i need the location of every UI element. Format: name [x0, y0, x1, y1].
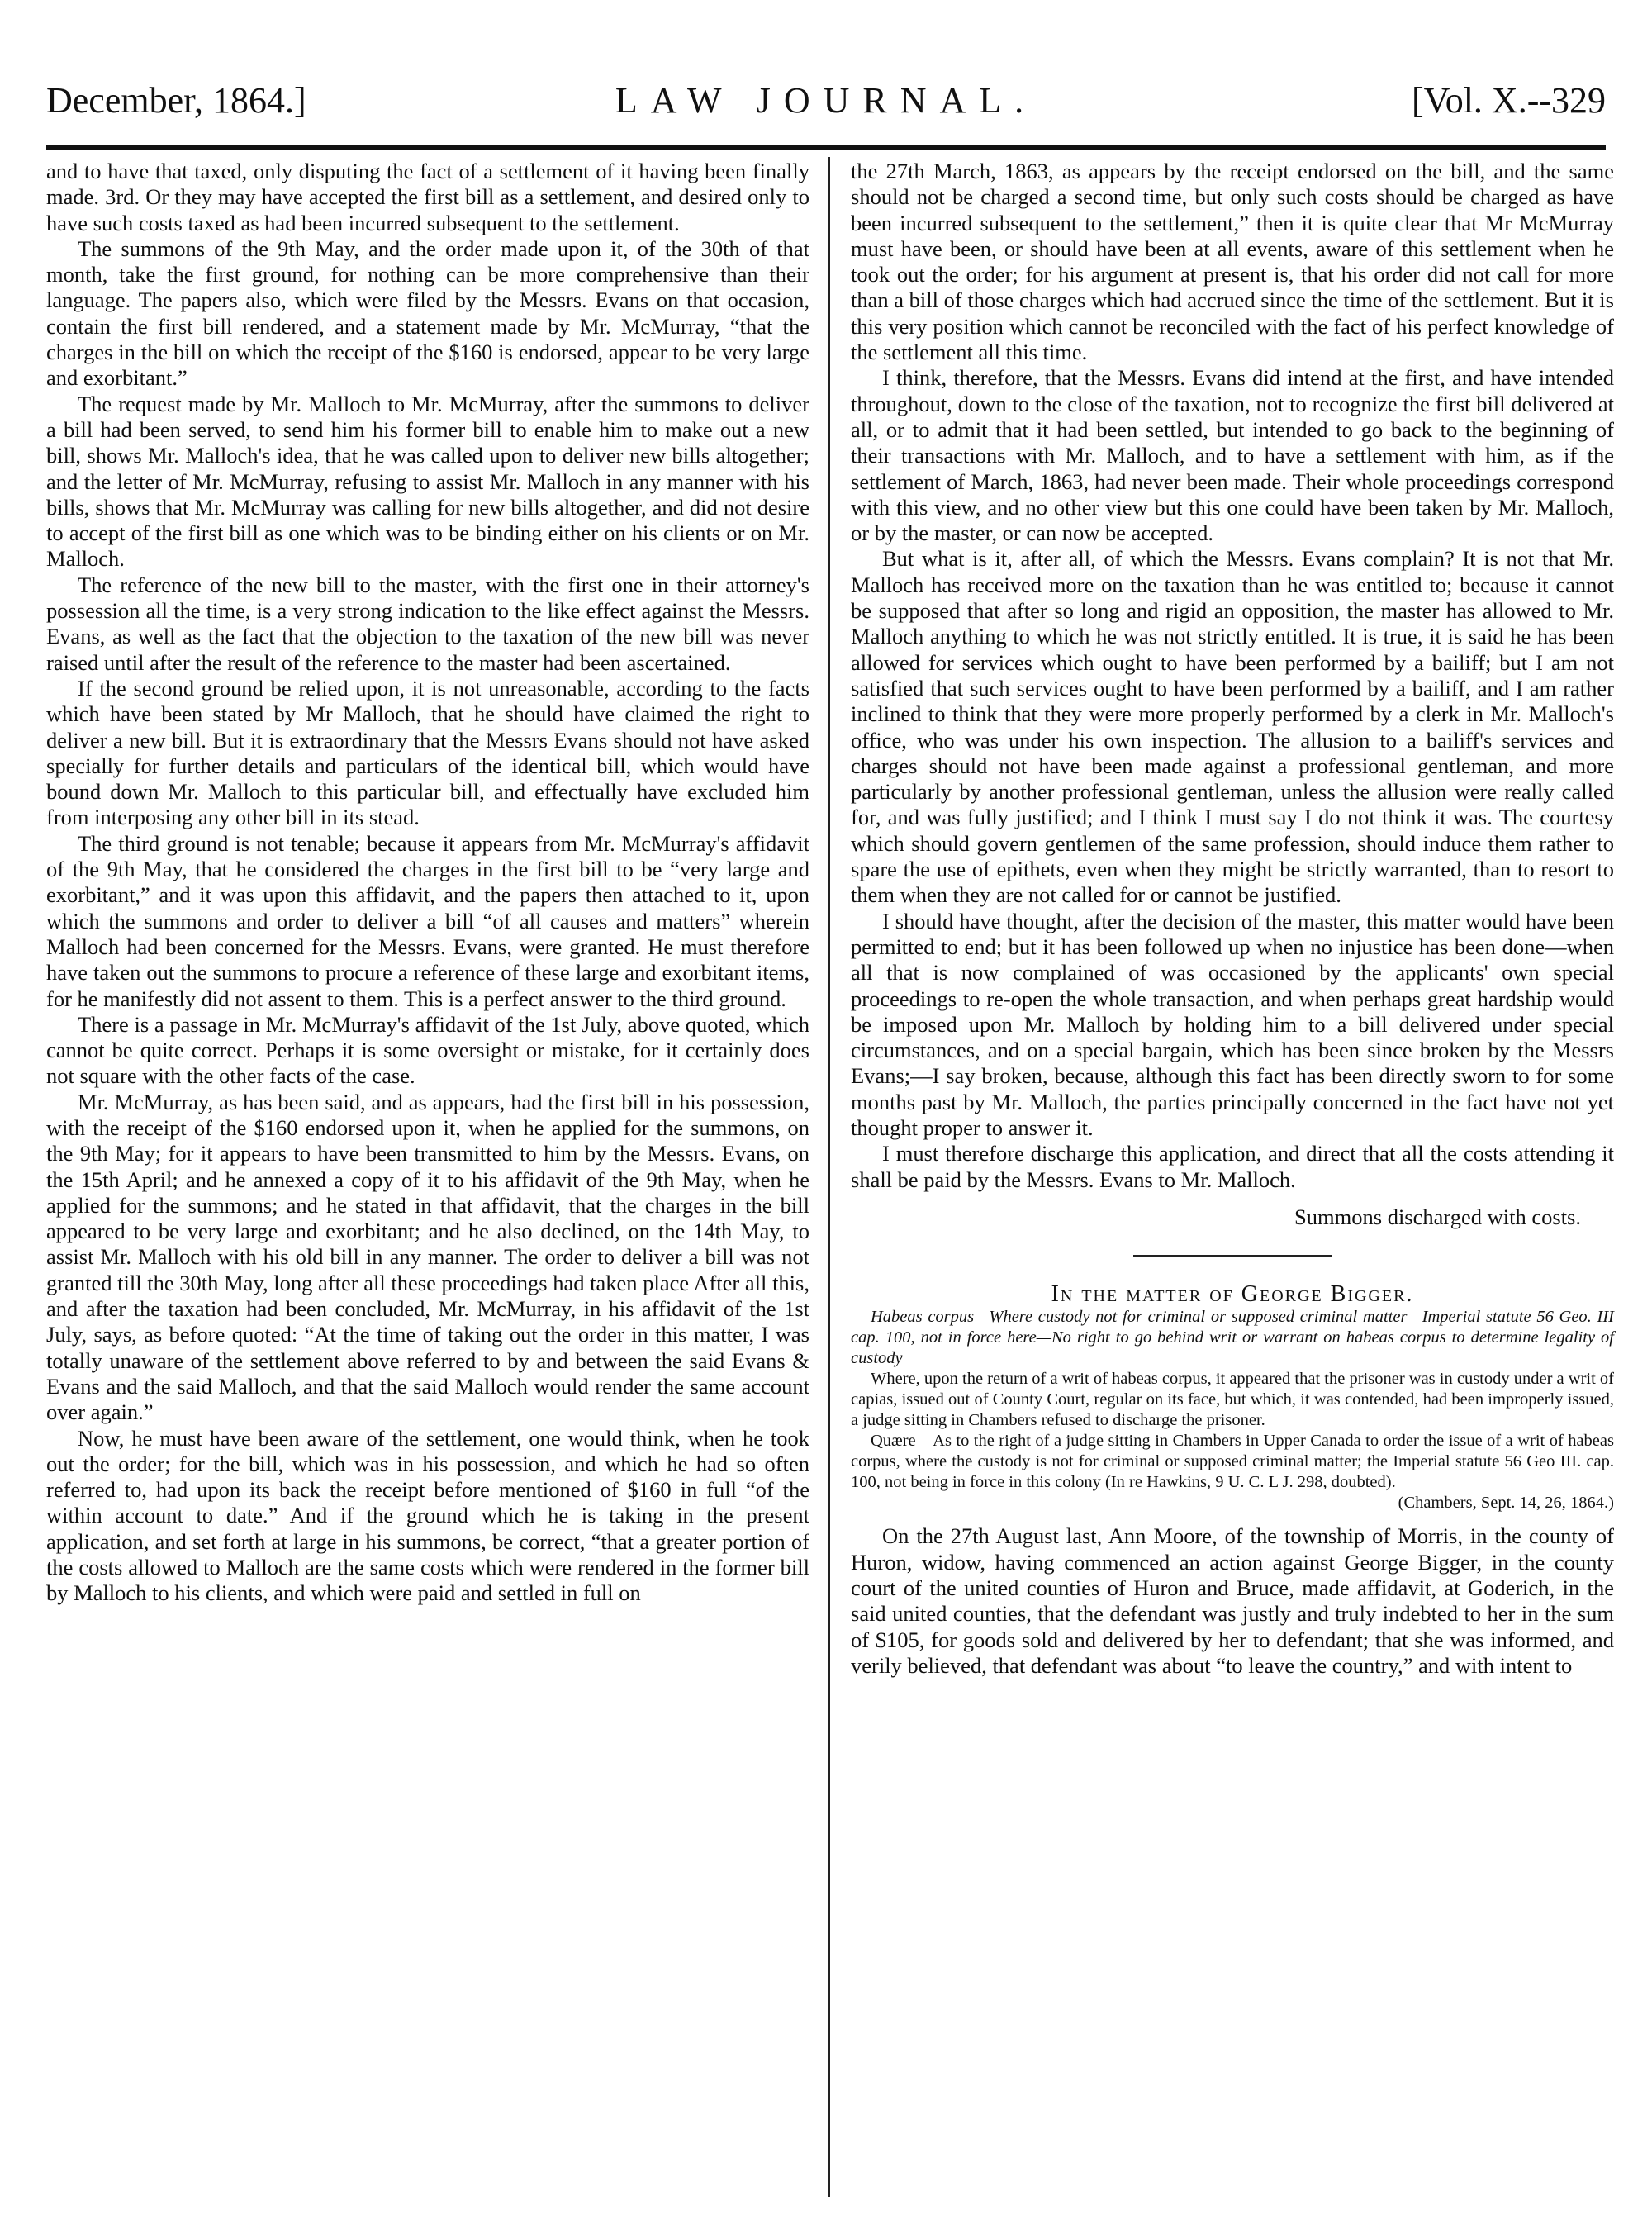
paragraph: I should have thought, after the decision of the master, this matter would have been permitted to end; but it has been followed up when no injustice has been done—when all that is now complained of was occasioned by the applicants' own special proceedings to re-open the whole transaction, and when perhaps great hardship would be imposed upon Mr. Malloch by holding him to a bill delivered under special circumstances, and on a special bargain, which has been since broken by the Messrs Evans;—I say broken, because, although this fact has been directly sworn to for some months past by Mr. Malloch, the parties principally concerned in the fact have not yet thought proper to answer it. — [851, 908, 1614, 1140]
header-volume-page: [Vol. X.--329 — [1411, 80, 1606, 121]
paragraph: The reference of the new bill to the master, with the first one in their attorney's possession all the time, is a very strong indication to the like effect against the Messrs. Evans, as well as the fact that the objection to the taxation of the new bill was never raised until after the result of the reference to the master had been ascertained. — [46, 572, 809, 675]
case-body: On the 27th August last, Ann Moore, of the township of Morris, in the county of Huron, widow, having commenced an action against George Bigger, in the county court of the united counties of Huron and Bruce, made affidavit, at Goderich, in the said united counties, that the defendant was justly and truly indebted to her in the sum of $105, for goods sold and delivered by her to defendant; that she was informed, and verily believed, that defendant was about “to leave the country,” and with intent to — [851, 1523, 1614, 1678]
header-date: December, 1864.] — [46, 80, 306, 121]
paragraph: There is a passage in Mr. McMurray's affidavit of the 1st July, above quoted, which cannot be quite correct. Perhaps it is some oversight or mistake, for it certainly does not square with the other facts of the case. — [46, 1011, 809, 1089]
paragraph: The summons of the 9th May, and the order made upon it, of the 30th of that month, take the first ground, for nothing can be more comprehensive than their language. The papers also, which were filed by the Messrs. Evans on that occasion, contain the first bill rendered, and a statement made by Mr. McMurray, “that the charges in the bill on which the receipt of the $160 is endorsed, appear to be very large and exorbitant.” — [46, 235, 809, 391]
paragraph: If the second ground be relied upon, it is not unreasonable, according to the facts which have been stated by Mr Malloch, that he should have claimed the right to deliver a new bill. But it is extraordinary that the Messrs Evans should not have asked specially for further details and particulars of the identical bill, which would have bound down Mr. Malloch to this particular bill, and effectually have excluded him from interposing any other bill in its stead. — [46, 675, 809, 830]
section-rule — [1133, 1255, 1332, 1257]
headnote: Habeas corpus—Where custody not for criminal or supposed criminal matter—Imperial statute 56 Geo. III cap. 100, not in force here—No right to go behind writ or warrant on habeas corpus to determine legality of custody — [851, 1308, 1614, 1368]
header-rule — [46, 145, 1606, 150]
spacer — [851, 1513, 1614, 1523]
paragraph: The third ground is not tenable; because it appears from Mr. McMurray's affidavit of the 9th May, that he considered the charges in the first bill to be “very large and exorbitant,” and it was upon this affidavit, and the papers then attached to it, upon which the summons and order to deliver a bill “of all causes and matters” wherein Malloch had been concerned for the Messrs. Evans, were granted. He must therefore have taken out the summons to procure a reference of these large and exorbitant items, for he manifestly did not assent to them. This is a perfect answer to the third ground. — [46, 830, 809, 1011]
court-and-date: (Chambers, Sept. 14, 26, 1864.) — [1398, 1494, 1614, 1513]
left-column — [46, 159, 809, 1607]
case-headnotes — [851, 1307, 1614, 1513]
paragraph: Now, he must have been aware of the settlement, one would think, when he took out the order; for the bill, which was in his possession, and which he had so often referred to, had upon its back the receipt before mentioned of $160 in full “of the within account to date.” And if the ground which he is taking in the present application, and set forth at large in his summons, be correct, “that a greater portion of the costs allowed to Malloch are the same costs which were rendered in the former bill by Malloch to his clients, and which were paid and settled in full on — [46, 1425, 809, 1606]
paragraph: The request made by Mr. Malloch to Mr. McMurray, after the summons to deliver a bill had been served, to send him his former bill to enable him to make out a new bill, shows Mr. Malloch's idea, that he was called upon to deliver new bills altogether; and the letter of Mr. McMurray, refusing to assist Mr. Malloch in any manner with his bills, shows that Mr. McMurray was calling for new bills altogether, and did not desire to accept of the first bill as one which was to be binding either on his clients or on Mr. Malloch. — [46, 391, 809, 572]
page-header — [46, 79, 1606, 137]
paragraph: But what is it, after all, of which the Messrs. Evans complain? It is not that Mr. Malloch has received more on the taxation than he was entitled to; because it cannot be supposed that after so long and rigid an opposition, the master has allowed to Mr. Malloch anything to which he was not strictly entitled. It is true, it is said he has been allowed for services which ought to have been performed by a bailiff; but I am not satisfied that such services ought to have been performed by a bailiff, and I am rather inclined to think that they were more properly performed by a clerk in Mr. Malloch's office, who was under his own inspection. The allusion to a bailiff's services and charges should not have been made against a professional gentleman, and more particularly by another professional gentleman, unless the allusion were really called for, and was fully justified; and I think I must say I do not think it was. The courtesy which should govern gentlemen of the same profession, should induce them rather to spare the use of epithets, even when they might be strictly warranted, than to resort to them when they are not called for or cannot be justified. — [851, 546, 1614, 908]
paragraph: the 27th March, 1863, as appears by the receipt endorsed on the bill, and the same should not be charged a second time, but only such costs should be charged as have been incurred subsequent to the settlement,” then it is quite clear that Mr McMurray must have been, or should have been at all events, aware of this settlement when he took out the order; for his argument at present is, that his order did not call for more than a bill of those charges which had accrued since the time of the settlement. But it is this very position which cannot be reconciled with the fact of his perfect knowledge of the settlement all this time. — [851, 159, 1614, 365]
paragraph: I think, therefore, that the Messrs. Evans did intend at the first, and have intended throughout, down to the close of the taxation, not to recognize the first bill delivered at all, or to admit that it had been settled, but intended to go back to the beginning of their transactions with Mr. Malloch, and to have a settlement with him, as if the settlement of March, 1863, had never been made. Their whole proceedings correspond with this view, and no other view but this one could have been taken by Mr. Malloch, or by the master, or can now be accepted. — [851, 365, 1614, 546]
right-column — [851, 159, 1614, 1679]
headnote-summary: Where, upon the return of a writ of habeas corpus, it appeared that the prisoner was in custody under a writ of capias, issued out of County Court, regular on its face, but which, it was contended, had been improperly issued, a judge sitting in Chambers refused to discharge the prisoner. — [851, 1370, 1614, 1430]
judgment-signoff: Summons discharged with costs. — [1294, 1204, 1581, 1229]
paragraph: I must therefore discharge this application, and direct that all the costs attending it shall be paid by the Messrs. Evans to Mr. Malloch. — [851, 1141, 1614, 1192]
case-title: In the matter of George Bigger. — [1051, 1281, 1414, 1308]
paragraph: Mr. McMurray, as has been said, and as appears, had the first bill in his possession, with the receipt of the $160 endorsed upon it, when he applied for the summons, on the 9th May; for it appears to have been transmitted to him by the Messrs. Evans, on the 15th April; and he annexed a copy of it to his affidavit of the 9th May, when he applied for the summons; and he stated in that affidavit, that the charges in the bill appeared to be very large and exorbitant; and he also declined, on the 14th May, to assist Mr. Malloch with his old bill in any manner. The order to deliver a bill was not granted till the 30th May, long after all these proceedings had taken place After all this, and after the taxation had been concluded, Mr. McMurray, in his affidavit of the 1st July, says, as before quoted: “At the time of taking out the order in this matter, I was totally unaware of the settlement above referred to by and between the said Evans & Evans and the said Malloch, and that the said Malloch would render the same account over again.” — [46, 1089, 809, 1425]
header-journal-title: LAW JOURNAL. — [615, 80, 1037, 121]
paragraph: and to have that taxed, only disputing the fact of a settlement of it having been finally made. 3rd. Or they may have accepted the first bill as a settlement, and desired only to have such costs taxed as had been incurred subsequent to the settlement. — [46, 159, 809, 235]
headnote-quaere: Quære—As to the right of a judge sitting in Chambers in Upper Canada to order the issue of a writ of habeas corpus, where the custody is not for criminal or supposed criminal matter; the Imperial statute 56 Geo III. cap. 100, not being in force in this colony (In re Hawkins, 9 U. C. L J. 298, doubted). — [851, 1432, 1614, 1492]
column-divider — [828, 157, 830, 2197]
